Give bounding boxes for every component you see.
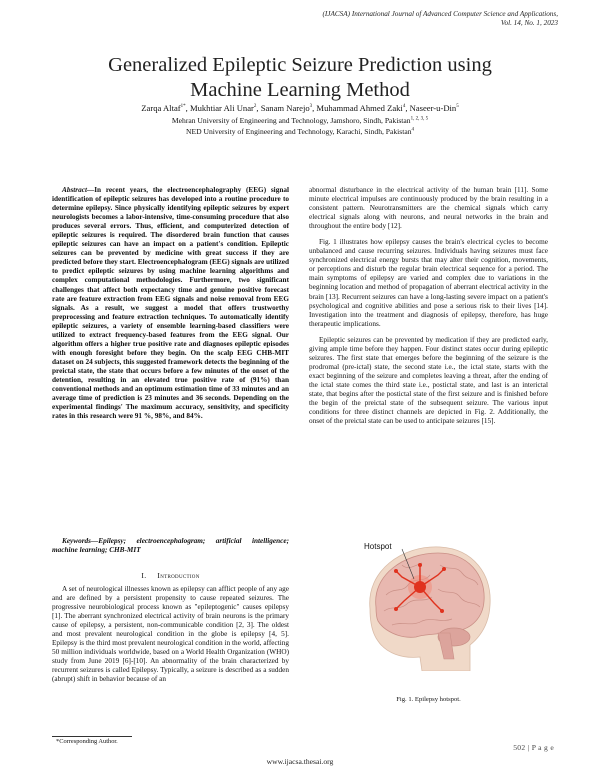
- keywords-text: —Epilepsy; electroencephalogram; artificial intelligence; machine learning; CHB-MIT: [52, 537, 289, 555]
- footnote: *Corresponding Author.: [56, 738, 118, 745]
- author-name: , Muhammad Ahmed Zaki: [312, 103, 403, 113]
- paragraph: Epileptic seizures can be prevented by medication if they are predicted early, giving ample time before they happen. Four distinct states occur during epileptic seizures. The first state that emerges before the beginning of the seizure is the prodromal (pre-ictal) state, the second state i.e., the ictal state, starts with the exact beginning of the seizure and completes leaving a threat, after the ending of the ictal state comes the third state i.e., postictal state, and last is an interictal state, that begins after the postictal state of the first seizure and is finished before the begin of the preictal state of the subsequent seizure. The various input conditions for three distinct channels are depicted in Fig. 2. Additionally, the onset of the preictal state can be used to anticipate seizures [15].: [309, 335, 548, 426]
- section-title: Introduction: [157, 571, 200, 580]
- affiliation-2: [30, 127, 570, 136]
- affiliation-mark: 1, 2, 3, 5: [410, 116, 429, 122]
- section-heading: [52, 571, 289, 580]
- journal-name: (IJACSA) International Journal of Advanced Computer Science and Applications,: [322, 10, 558, 18]
- keywords: [52, 537, 289, 555]
- intro-paragraph: [52, 585, 289, 685]
- affiliation-text: NED University of Engineering and Technology, Karachi, Sindh, Pakistan: [185, 127, 412, 136]
- keywords-label: Keywords: [62, 537, 91, 545]
- page-number: 502 | P a g e: [513, 743, 554, 752]
- journal-url[interactable]: www.ijacsa.thesai.org: [266, 757, 334, 766]
- author-affil-mark: 4: [402, 104, 406, 110]
- author-name: , Naseer-u-Din: [405, 103, 457, 113]
- author-list: [30, 103, 570, 113]
- journal-volume: Vol. 14, No. 1, 2023: [500, 19, 558, 27]
- footnote-divider: [52, 736, 132, 737]
- journal-header: [198, 10, 558, 28]
- author-name: , Sanam Narejo: [256, 103, 310, 113]
- abstract-label: Abstract: [62, 186, 87, 194]
- right-column: [309, 186, 548, 433]
- paper-title: [40, 53, 560, 103]
- abstract: [52, 186, 289, 421]
- author-affil-mark: 5: [456, 104, 459, 110]
- author-affil-mark: 3: [309, 104, 313, 110]
- brain-illustration: [362, 541, 494, 671]
- figure-epilepsy-hotspot: [362, 541, 494, 671]
- paragraph: Fig. 1 illustrates how epilepsy causes the brain's electrical cycles to become unbalanced and cause recurring seizures. Individuals having seizures must face synchronized electrical energy bursts that may alter their cognition, movements, or perceptions and disturb the regular brain electrical sequence for a period. The main symptoms of epilepsy are varied and complex due to variations in the beginning location and method of propagation of aberrant electrical activity in the brain [13]. Recurrent seizures can have a long-lasting severe impact on a patient's psychological and cognitive abilities and pose a serious risk to their lives [14]. Investigation into the treatment and diagnosis of epilepsy, therefore, has huge therapeutic implications.: [309, 238, 548, 328]
- affiliation-text: Mehran University of Engineering and Technology, Jamshoro, Sindh, Pakistan: [171, 116, 411, 125]
- author-affil-mark: 2: [253, 104, 257, 110]
- author-name: Zarqa Altaf: [141, 103, 181, 113]
- affiliation-1: [30, 116, 570, 125]
- section-number: I.: [141, 571, 147, 580]
- abstract-text: —In recent years, the electroencephalography (EEG) signal identification of epileptic seizures has developed into a routine procedure to determine epilepsy. Since physically identifying epileptic seizures by expert neurologists becomes a labor-intensive, time-consuming procedure that also produces several errors. Thus, efficient, and computerized detection of epileptic seizures is required. The disordered brain function that causes epileptic seizures can have an impact on a patient's condition. Epileptic seizures can be prevented by medicine with great success if they are predicted before they start. Electroencephalogram (EEG) signals are utilized to predict epileptic seizures by using machine learning algorithms and complex computational methodologies. Furthermore, two significant challenges that affect both expectancy time and genuine positive forecast rate are feature extraction from EEG signals and noise removal from EEG signals. As a result, we suggest a model that offers trustworthy preprocessing and feature extraction techniques. To automatically identify epileptic seizures, a variety of ensemble learning-based classifiers were utilized to extract frequency-based features from the EEG signal. Our algorithm offers a higher true positive rate and diagnoses epileptic episodes with enough foresight before they begin. On the scalp EEG CHB-MIT dataset on 24 subjects, this suggested framework detects the beginning of the preictal state, the state that occurs before a few minutes of the onset of the detention, resulting in an elevated true positive rate of (91%) than conventional methods and an optimum estimation time of 33 minutes and an average time of prediction is 23 minutes and 36 seconds. Depending on the experimental findings' The maximum accuracy, sensitivity, and specificity rates in this research were 91 %, 98%, and 84%.: [52, 186, 289, 421]
- hotspot-label: Hotspot: [364, 542, 392, 551]
- title-line-1: Generalized Epileptic Seizure Prediction using: [108, 54, 492, 76]
- figure-caption: Fig. 1. Epilepsy hotspot.: [396, 696, 461, 703]
- intro-text: A set of neurological illnesses known as epilepsy can afflict people of any age and are defined by a persistent propensity to cause repeated seizures. The progressive neurobiological process known as "epileptogenic" causes epilepsy [1]. The aberrant synchronized electrical activity of brain neurons is the primary cause of epilepsy, a persistent, non-communicable condition [2, 3]. The oldest and most prevalent neurological condition in the globe is epilepsy [4, 5]. Epilepsy is the third most prevalent neurological condition in the world, affecting 50 million individuals worldwide, based on a World Health Organization (WHO) study from June 2019 [6]-[10]. An abnormality of the brain characterized by recurrent seizures is called Epilepsy. Typically, a seizure is described as a sudden (abrupt) shift in behavior because of an: [52, 585, 289, 684]
- author-affil-mark: 1*: [180, 104, 186, 110]
- title-line-2: Machine Learning Method: [190, 79, 410, 101]
- affiliation-mark: 4: [411, 127, 415, 133]
- paragraph: abnormal disturbance in the electrical activity of the human brain [11]. Some minute electrical impulses are continuously produced by the brain resulting in a consistent pattern. Neurotransmitters are the chemical signals which carry electrical signals along with neurons, and neural networks in the brain and throughout the entire body [12].: [309, 186, 548, 231]
- author-name: , Mukhtiar Ali Unar: [185, 103, 254, 113]
